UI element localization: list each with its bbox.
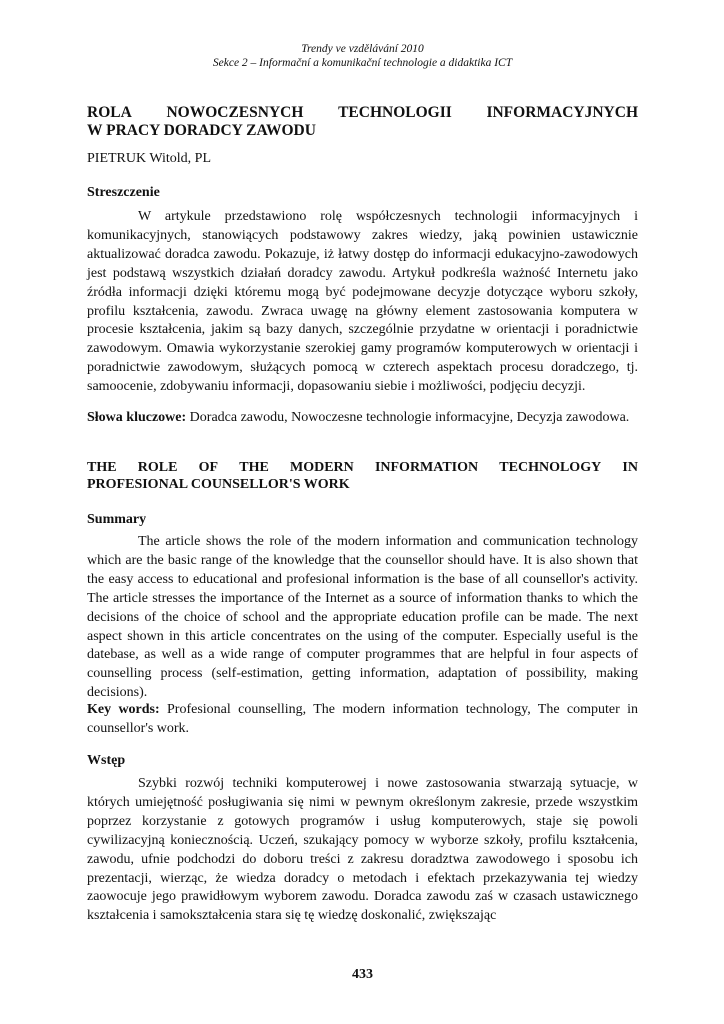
- title-en-word: MODERN: [289, 460, 354, 475]
- title-pl-line1: [87, 104, 638, 122]
- title-pl-word: NOWOCZESNYCH: [166, 104, 304, 121]
- header-conference: Trendy ve vzdělávání 2010: [301, 43, 424, 55]
- title-en-line2: PROFESIONAL COUNSELLOR'S WORK: [87, 477, 350, 492]
- title-pl-line2: W PRACY DORADCY ZAWODU: [87, 122, 316, 139]
- keywords-pl-label: Słowa kluczowe:: [87, 410, 187, 425]
- keywords-pl-text: Doradca zawodu, Nowoczesne technologie informacyjne, Decyzja zawodowa.: [186, 410, 630, 425]
- title-en-word: IN: [622, 460, 638, 475]
- title-en-word: TECHNOLOGY: [499, 460, 602, 475]
- page-number: 433: [352, 967, 373, 982]
- abstract-polish: W artykule przedstawiono rolę współczesnych technologii informacyjnych i komunikacyjnych, stanowiących podstawowy zakres wiedzy, jaką powinien ustawicznie aktualizować doradca zawodu. Pokazuje, iż łatwy dostęp do informacji edukacyjno-zawodowych jest podstawą wszystkich działań doradcy zawodu. Artykuł podkreśla ważność Internetu jako źródła informacji dzięki któremu mogą być podejmowane decyzje dotyczące wyboru szkoły, profilu kształcenia, zawodu. Zwraca uwagę na główny element zastosowania komputera w procesie kształcenia, jakim są bazy danych, szczególnie przydatne w orientacji i poradnictwie zawodowym. Omawia wykorzystanie szerokiej gamy programów komputerowych w orientacji i poradnictwie zawodowym, służących pomocą w czterech aspektach procesu doradczego, tj. samoocenie, zdobywaniu informacji, dopasowaniu siebie i możliwości, podjęciu decyzji.: [87, 209, 638, 395]
- heading-streszczenie: Streszczenie: [87, 185, 160, 200]
- abstract-english: The article shows the role of the modern information and communication technology which are the basic range of the knowledge that the counsellor should have. It is also shown that the easy access to educational and profesional information is the base of all counsellor's activity. The article stresses the importance of the Internet as a source of information thanks to which the decisions of the choice of school and the appropriate education profile can be made. The next aspect shown in this article concentrates on the using of the computer. Especially useful is the datebase, as well as a wide range of computer programmes that are helpful in four aspects of counselling process (self-estimation, getting information, adaptation of possibility, making decisions).: [87, 534, 638, 701]
- title-pl-word: ROLA: [87, 104, 132, 121]
- title-en-word: THE: [87, 460, 117, 475]
- header-section: Sekce 2 – Informační a komunikační technologie a didaktika ICT: [212, 57, 513, 69]
- title-en-word: THE: [239, 460, 269, 475]
- title-en-word: ROLE: [137, 460, 178, 475]
- running-header: [87, 42, 638, 70]
- title-en-word: OF: [198, 460, 219, 475]
- heading-summary: Summary: [87, 512, 147, 527]
- introduction-text: Szybki rozwój techniki komputerowej i nowe zastosowania stwarzają sytuacje, w których umiejętność posługiwania się nimi w pewnym określonym zakresie, przede wszystkim poprzez korzystanie z gotowych programów i usług komputerowych, staje się powoli cywilizacyjną koniecznością. Uczeń, szukający pomocy w wyborze szkoły, profilu kształcenia, zawodu, ufnie podchodzi do doboru treści z zakresu doradztwa zawodowego i sposobu ich prezentacji, wierząc, że wiedza doradcy o metodach i efektach przekazywania tej wiedzy zaowocuje jego prawidłowym wyborem zawodu. Doradca zawodu zaś w czasach ustawicznego kształcenia i samokształcenia stara się tę wiedzę doskonalić, zwiększając: [87, 776, 638, 924]
- keywords-en-label: Key words:: [87, 702, 160, 717]
- heading-wstep: Wstęp: [87, 753, 126, 768]
- keywords-en-text: Profesional counselling, The modern information technology, The computer in counsellor's work.: [87, 702, 638, 736]
- title-en-line1: [87, 459, 638, 476]
- keywords-english: [87, 701, 638, 739]
- author: PIETRUK Witold, PL: [87, 151, 212, 166]
- title-en-word: INFORMATION: [374, 460, 479, 475]
- keywords-polish: [87, 409, 638, 428]
- title-pl-word: TECHNOLOGII: [338, 104, 452, 121]
- paper-title-english: [87, 459, 638, 493]
- paper-title-polish: [87, 104, 638, 140]
- title-pl-word: INFORMACYJNYCH: [486, 104, 638, 121]
